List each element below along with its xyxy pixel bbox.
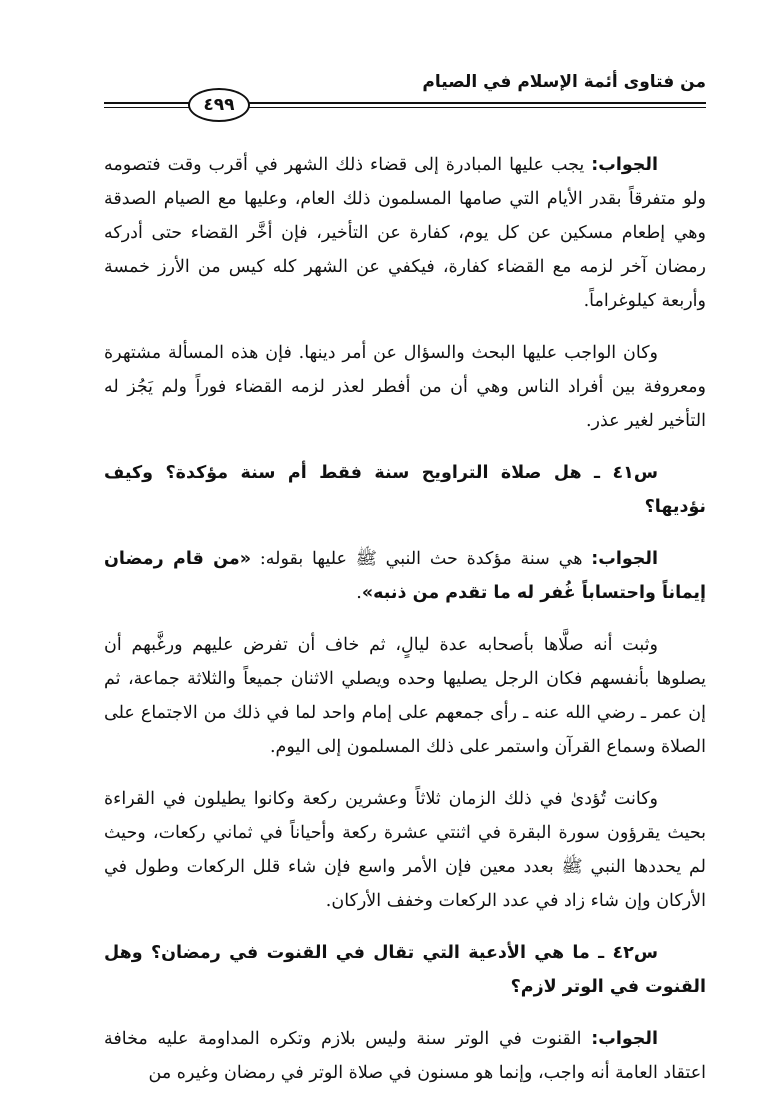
answer-text-end: . [356, 583, 362, 603]
running-title: من فتاوى أئمة الإسلام في الصيام [422, 72, 706, 92]
answer-label: الجواب: [591, 155, 658, 175]
answer-text: القنوت في الوتر سنة وليس بلازم وتكره المداومة عليه مخافة اعتقاد العامة أنه واجب، وإنما هو مسنون في صلاة الوتر في رمضان وغيره من [104, 1029, 706, 1083]
question-heading: س٤٢ ـ ما هي الأدعية التي تقال في القنوت في رمضان؟ وهل القنوت في الوتر لازم؟ [104, 943, 706, 997]
answer-paragraph [104, 148, 706, 318]
answer-label: الجواب: [591, 1029, 658, 1049]
answer-text: هي سنة مؤكدة حث النبي ﷺ عليها بقوله: [251, 549, 592, 569]
question-heading: س٤١ ـ هل صلاة التراويح سنة فقط أم سنة مؤكدة؟ وكيف نؤديها؟ [104, 463, 706, 517]
body-paragraph: وكان الواجب عليها البحث والسؤال عن أمر دينها. فإن هذه المسألة مشتهرة ومعروفة بين أفراد الناس وهي أن من أفطر لعذر لزمه القضاء فوراً ولم يَجُز له التأخير لغير عذر. [104, 343, 706, 431]
answer-paragraph [104, 1022, 706, 1090]
page-body [104, 148, 706, 1108]
answer-paragraph [104, 542, 706, 610]
page-number: ٤٩٩ [188, 88, 250, 122]
answer-label: الجواب: [591, 549, 658, 569]
answer-text: يجب عليها المبادرة إلى قضاء ذلك الشهر في أقرب وقت فتصومه ولو متفرقاً بقدر الأيام التي صامها المسلمون ذلك العام، وعليها مع الصيام الصدقة وهي إطعام مسكين عن كل يوم، كفارة عن التأخير، فإن أخَّر القضاء حتى أدركه رمضان آخر لزمه مع القضاء كفارة، فيكفي عن الشهر كله كيس من الأرز خمسة وأربعة كيلوغراماً. [104, 155, 706, 311]
body-paragraph: وثبت أنه صلَّاها بأصحابه عدة ليالٍ، ثم خاف أن تفرض عليهم ورغَّبهم أن يصلوها بأنفسهم فكان الرجل يصليها وحده ويصلي الاثنان جميعاً والثلاثة جماعة، ثم إن عمر ـ رضي الله عنه ـ رأى جمعهم على إمام واحد لما في ذلك من الاجتماع على الصلاة وسماع القرآن واستمر على ذلك المسلمون إلى اليوم. [104, 635, 706, 757]
body-paragraph: وكانت تُؤدىٰ في ذلك الزمان ثلاثاً وعشرين ركعة وكانوا يطيلون في القراءة بحيث يقرؤون سورة البقرة في اثنتي عشرة ركعة وأحياناً في ثماني ركعات، وحيث لم يحددها النبي ﷺ بعدد معين فإن الأمر واسع فإن شاء قلل الركعات وطول في الأركان وإن شاء زاد في عدد الركعات وخفف الأركان. [104, 789, 706, 911]
page-header [104, 66, 706, 126]
hadith-quote: «من قام رمضان إيماناً واحتساباً غُفر له ما تقدم من ذنبه» [104, 549, 706, 603]
